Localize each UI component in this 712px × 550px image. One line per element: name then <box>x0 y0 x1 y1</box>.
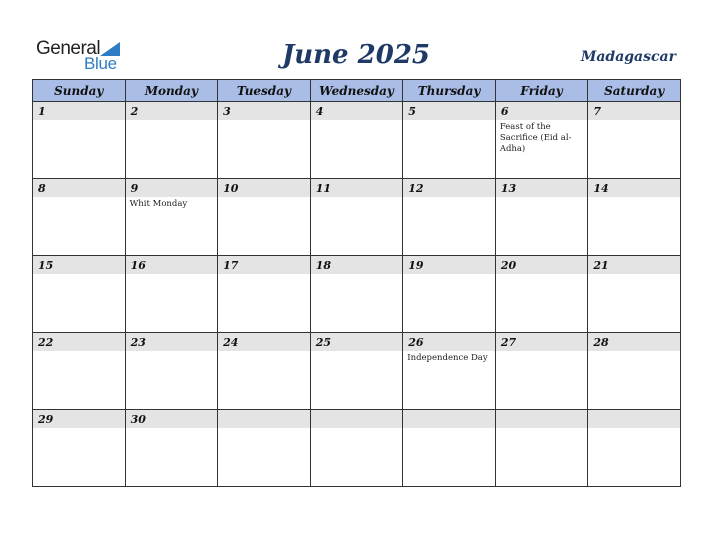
holiday-label: Independence Day <box>407 353 488 363</box>
holiday-label <box>496 274 588 276</box>
day-number: 22 <box>33 333 125 351</box>
holiday-label <box>588 428 680 430</box>
day-number: 5 <box>403 102 495 120</box>
day-cell <box>218 333 311 410</box>
week-row <box>33 410 681 487</box>
holiday-label <box>588 274 680 276</box>
day-number: 11 <box>311 179 403 197</box>
day-number: 4 <box>311 102 403 120</box>
day-number: 8 <box>33 179 125 197</box>
holiday-label <box>218 351 310 353</box>
day-number: 14 <box>588 179 680 197</box>
holiday-label <box>218 428 310 430</box>
day-cell <box>33 102 126 179</box>
day-number: 15 <box>33 256 125 274</box>
holiday-label <box>403 274 495 276</box>
weekday-header: Sunday <box>33 80 126 102</box>
day-number: 12 <box>403 179 495 197</box>
day-number: 26 <box>403 333 495 351</box>
day-cell <box>495 102 588 179</box>
holiday-label <box>126 351 218 353</box>
holiday-label <box>218 120 310 122</box>
day-number <box>588 410 680 428</box>
day-cell <box>403 179 496 256</box>
holiday-label <box>496 428 588 430</box>
holiday-label <box>403 197 495 199</box>
day-number <box>496 410 588 428</box>
weekday-header-row <box>33 80 681 102</box>
day-cell <box>33 256 126 333</box>
holiday-label <box>33 351 125 353</box>
day-cell <box>310 179 403 256</box>
holiday-label <box>126 120 218 122</box>
day-cell <box>218 179 311 256</box>
holiday-label <box>218 197 310 199</box>
weekday-header: Friday <box>495 80 588 102</box>
weekday-header: Tuesday <box>218 80 311 102</box>
weekday-header: Wednesday <box>310 80 403 102</box>
day-cell <box>218 256 311 333</box>
logo-text-blue: Blue <box>84 54 117 73</box>
calendar-grid <box>32 79 681 487</box>
day-cell <box>125 256 218 333</box>
weekday-header: Monday <box>125 80 218 102</box>
day-number: 28 <box>588 333 680 351</box>
day-cell <box>218 102 311 179</box>
day-cell <box>403 256 496 333</box>
holiday-label: Feast of the Sacrifice (Eid al-Adha) <box>499 122 572 154</box>
day-number <box>403 410 495 428</box>
day-cell <box>403 102 496 179</box>
day-cell <box>495 179 588 256</box>
day-cell <box>495 256 588 333</box>
day-cell <box>495 410 588 487</box>
day-number: 13 <box>496 179 588 197</box>
day-number: 1 <box>33 102 125 120</box>
holiday-label <box>33 274 125 276</box>
day-number: 24 <box>218 333 310 351</box>
day-number: 10 <box>218 179 310 197</box>
holiday-label <box>496 197 588 199</box>
weekday-header: Thursday <box>403 80 496 102</box>
week-row <box>33 333 681 410</box>
holiday-label <box>588 197 680 199</box>
day-number: 21 <box>588 256 680 274</box>
day-number: 16 <box>126 256 218 274</box>
day-cell <box>588 102 681 179</box>
holiday-label <box>496 351 588 353</box>
day-number: 6 <box>496 102 588 120</box>
day-cell <box>588 256 681 333</box>
day-number: 9 <box>126 179 218 197</box>
holiday-label <box>311 197 403 199</box>
day-cell <box>310 102 403 179</box>
day-number <box>218 410 310 428</box>
day-cell <box>218 410 311 487</box>
day-number: 3 <box>218 102 310 120</box>
day-cell <box>588 410 681 487</box>
day-number <box>311 410 403 428</box>
day-cell <box>33 333 126 410</box>
day-cell <box>125 179 218 256</box>
holiday-label <box>311 274 403 276</box>
day-cell <box>125 102 218 179</box>
day-number: 29 <box>33 410 125 428</box>
day-number: 27 <box>496 333 588 351</box>
week-row <box>33 179 681 256</box>
country-name: Madagascar <box>580 49 676 65</box>
day-cell <box>588 179 681 256</box>
page-title: June 2025 <box>281 40 431 70</box>
day-cell <box>495 333 588 410</box>
logo-text-general: General <box>36 38 101 59</box>
day-cell <box>403 410 496 487</box>
day-cell <box>588 333 681 410</box>
holiday-label <box>126 274 218 276</box>
day-number: 17 <box>218 256 310 274</box>
weekday-header: Saturday <box>588 80 681 102</box>
holiday-label <box>311 351 403 353</box>
day-cell <box>33 179 126 256</box>
day-cell <box>310 410 403 487</box>
holiday-label <box>403 120 495 122</box>
day-number: 25 <box>311 333 403 351</box>
holiday-label <box>33 120 125 122</box>
day-number: 2 <box>126 102 218 120</box>
generalblue-logo <box>36 38 136 74</box>
day-number: 20 <box>496 256 588 274</box>
holiday-label <box>126 428 218 430</box>
day-cell <box>310 333 403 410</box>
holiday-label <box>588 120 680 122</box>
week-row <box>33 256 681 333</box>
holiday-label: Whit Monday <box>129 199 188 209</box>
holiday-label <box>33 428 125 430</box>
day-number: 19 <box>403 256 495 274</box>
week-row <box>33 102 681 179</box>
holiday-label <box>33 197 125 199</box>
day-number: 23 <box>126 333 218 351</box>
day-cell <box>125 410 218 487</box>
holiday-label <box>311 428 403 430</box>
holiday-label <box>218 274 310 276</box>
day-number: 7 <box>588 102 680 120</box>
day-cell <box>310 256 403 333</box>
day-cell <box>125 333 218 410</box>
day-number: 30 <box>126 410 218 428</box>
day-number: 18 <box>311 256 403 274</box>
holiday-label <box>403 428 495 430</box>
day-cell <box>33 410 126 487</box>
day-cell <box>403 333 496 410</box>
holiday-label <box>588 351 680 353</box>
holiday-label <box>311 120 403 122</box>
